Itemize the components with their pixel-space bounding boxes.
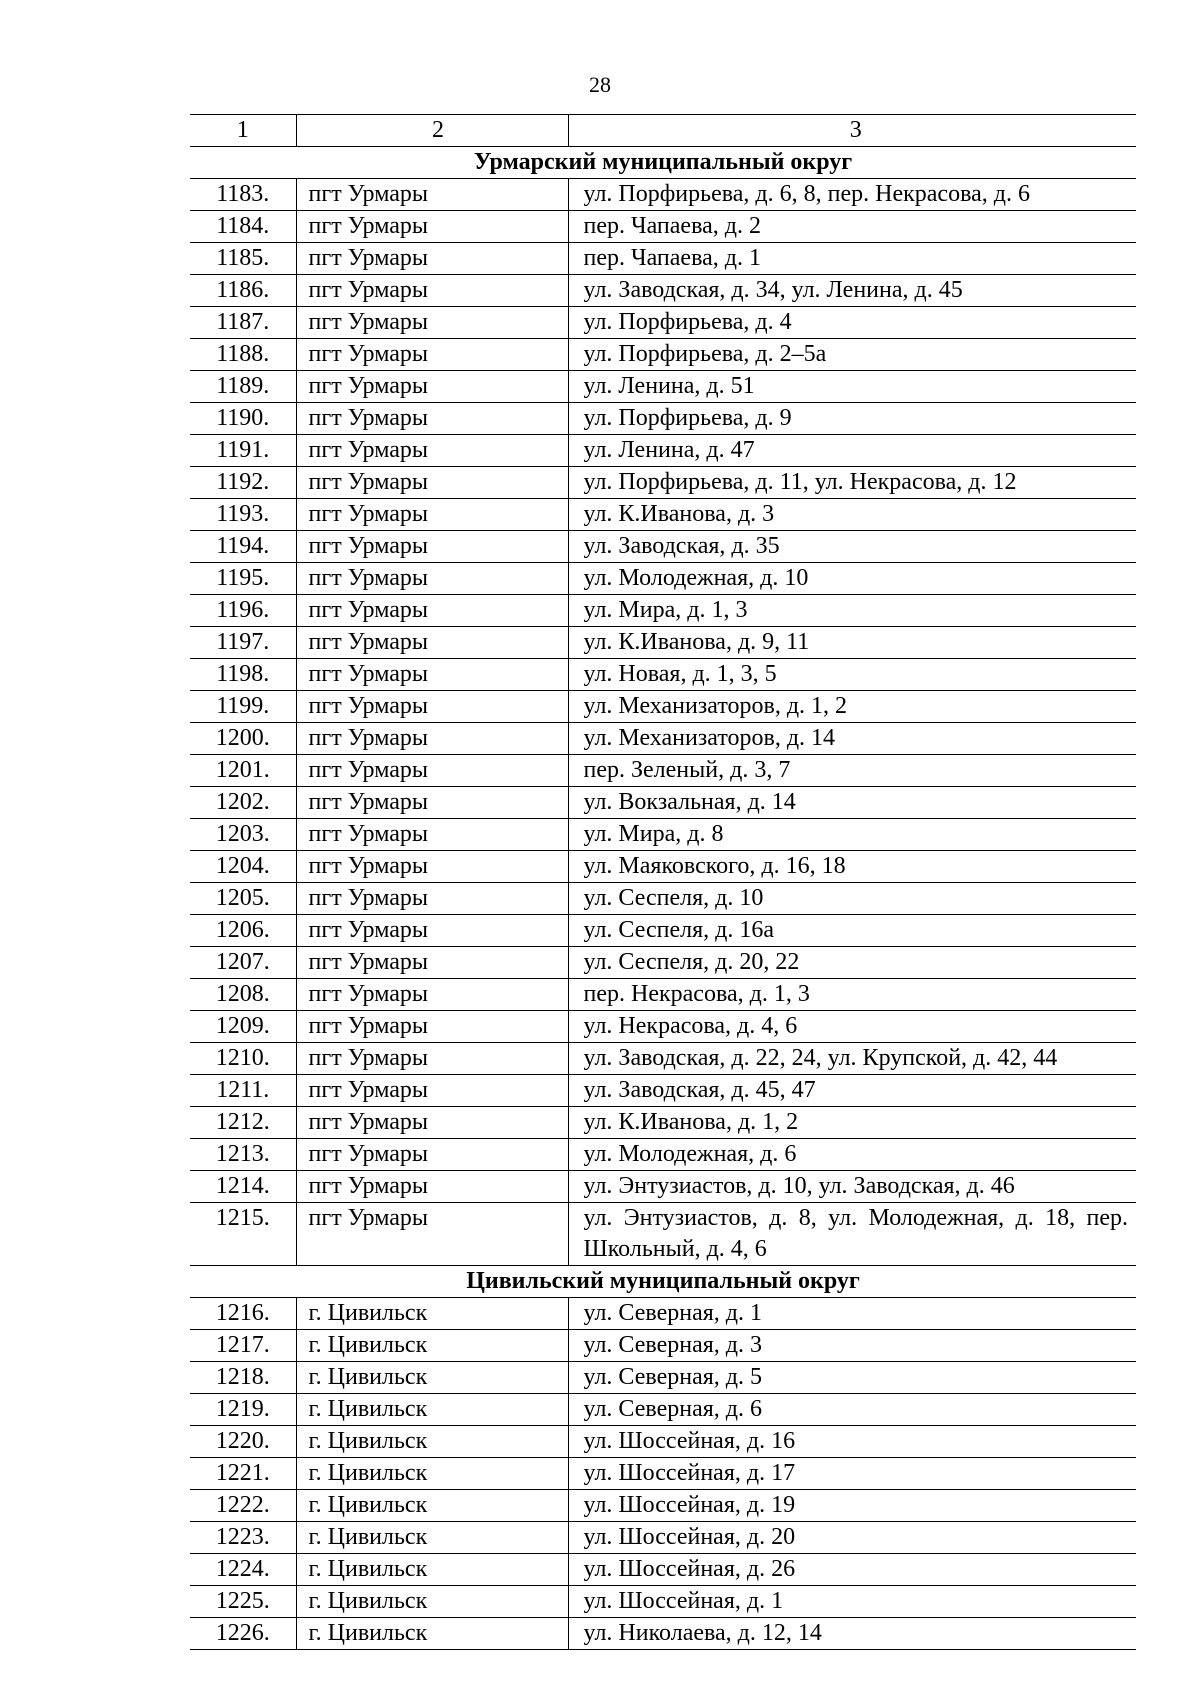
settlement-cell: пгт Урмары	[296, 435, 568, 467]
table-row	[190, 563, 1136, 595]
settlement-cell: г. Цивильск	[296, 1554, 568, 1586]
table-row	[190, 307, 1136, 339]
settlement-cell: пгт Урмары	[296, 371, 568, 403]
address-cell: ул. Северная, д. 5	[568, 1362, 1136, 1394]
table-row	[190, 1330, 1136, 1362]
table-row	[190, 819, 1136, 851]
section-heading-row	[190, 147, 1136, 179]
row-number: 1203.	[190, 819, 296, 851]
settlement-cell: пгт Урмары	[296, 499, 568, 531]
row-number: 1212.	[190, 1107, 296, 1139]
settlement-cell: г. Цивильск	[296, 1362, 568, 1394]
row-number: 1226.	[190, 1618, 296, 1650]
row-number: 1210.	[190, 1043, 296, 1075]
address-cell: ул. Северная, д. 6	[568, 1394, 1136, 1426]
settlement-cell: пгт Урмары	[296, 243, 568, 275]
table-row	[190, 1458, 1136, 1490]
address-cell: ул. Порфирьева, д. 6, 8, пер. Некрасова, д. 6	[568, 179, 1136, 211]
settlement-cell: пгт Урмары	[296, 1139, 568, 1171]
settlement-cell: пгт Урмары	[296, 979, 568, 1011]
table-row	[190, 1298, 1136, 1330]
row-number: 1190.	[190, 403, 296, 435]
settlement-cell: пгт Урмары	[296, 563, 568, 595]
header-col-1: 1	[190, 115, 296, 147]
table-row	[190, 1043, 1136, 1075]
settlement-cell: г. Цивильск	[296, 1330, 568, 1362]
address-cell: ул. Механизаторов, д. 1, 2	[568, 691, 1136, 723]
row-number: 1191.	[190, 435, 296, 467]
settlement-cell: пгт Урмары	[296, 339, 568, 371]
row-number: 1184.	[190, 211, 296, 243]
row-number: 1213.	[190, 1139, 296, 1171]
table-body	[190, 115, 1136, 1650]
settlement-cell: г. Цивильск	[296, 1426, 568, 1458]
table-row	[190, 339, 1136, 371]
table-row	[190, 179, 1136, 211]
row-number: 1221.	[190, 1458, 296, 1490]
row-number: 1201.	[190, 755, 296, 787]
settlement-cell: пгт Урмары	[296, 723, 568, 755]
address-cell: ул. Заводская, д. 45, 47	[568, 1075, 1136, 1107]
table-row	[190, 1618, 1136, 1650]
address-cell: ул. Энтузиастов, д. 8, ул. Молодежная, д. 18, пер. Школьный, д. 4, 6	[568, 1203, 1136, 1266]
settlement-cell: пгт Урмары	[296, 1043, 568, 1075]
section-title: Цивильский муниципальный округ	[190, 1266, 1136, 1298]
settlement-cell: пгт Урмары	[296, 627, 568, 659]
address-cell: ул. К.Иванова, д. 3	[568, 499, 1136, 531]
row-number: 1216.	[190, 1298, 296, 1330]
table-row	[190, 851, 1136, 883]
row-number: 1206.	[190, 915, 296, 947]
table-row	[190, 1362, 1136, 1394]
row-number: 1199.	[190, 691, 296, 723]
settlement-cell: пгт Урмары	[296, 755, 568, 787]
row-number: 1194.	[190, 531, 296, 563]
header-col-2: 2	[296, 115, 568, 147]
row-number: 1218.	[190, 1362, 296, 1394]
address-cell: пер. Чапаева, д. 1	[568, 243, 1136, 275]
table-row	[190, 1171, 1136, 1203]
row-number: 1189.	[190, 371, 296, 403]
table-row	[190, 1075, 1136, 1107]
row-number: 1204.	[190, 851, 296, 883]
settlement-cell: г. Цивильск	[296, 1522, 568, 1554]
table-row	[190, 499, 1136, 531]
table-row	[190, 243, 1136, 275]
row-number: 1200.	[190, 723, 296, 755]
address-cell: ул. Порфирьева, д. 2–5а	[568, 339, 1136, 371]
section-title: Урмарский муниципальный округ	[190, 147, 1136, 179]
address-table	[190, 114, 1136, 1650]
table-row	[190, 1139, 1136, 1171]
table-row	[190, 371, 1136, 403]
row-number: 1220.	[190, 1426, 296, 1458]
address-cell: ул. Сеспеля, д. 10	[568, 883, 1136, 915]
row-number: 1187.	[190, 307, 296, 339]
address-cell: ул. Николаева, д. 12, 14	[568, 1618, 1136, 1650]
settlement-cell: пгт Урмары	[296, 787, 568, 819]
row-number: 1224.	[190, 1554, 296, 1586]
settlement-cell: пгт Урмары	[296, 211, 568, 243]
row-number: 1207.	[190, 947, 296, 979]
settlement-cell: пгт Урмары	[296, 403, 568, 435]
page-number: 28	[589, 72, 611, 97]
row-number: 1205.	[190, 883, 296, 915]
table-row	[190, 979, 1136, 1011]
table-row	[190, 1107, 1136, 1139]
address-cell: ул. Заводская, д. 22, 24, ул. Крупской, д. 42, 44	[568, 1043, 1136, 1075]
settlement-cell: пгт Урмары	[296, 1075, 568, 1107]
row-number: 1208.	[190, 979, 296, 1011]
settlement-cell: пгт Урмары	[296, 915, 568, 947]
table-row	[190, 787, 1136, 819]
settlement-cell: г. Цивильск	[296, 1490, 568, 1522]
address-cell: пер. Некрасова, д. 1, 3	[568, 979, 1136, 1011]
settlement-cell: г. Цивильск	[296, 1394, 568, 1426]
table-row	[190, 403, 1136, 435]
address-cell: ул. Северная, д. 3	[568, 1330, 1136, 1362]
table-row	[190, 467, 1136, 499]
table-row	[190, 947, 1136, 979]
settlement-cell: пгт Урмары	[296, 819, 568, 851]
settlement-cell: пгт Урмары	[296, 531, 568, 563]
row-number: 1225.	[190, 1586, 296, 1618]
address-cell: ул. Некрасова, д. 4, 6	[568, 1011, 1136, 1043]
address-cell: ул. Порфирьева, д. 4	[568, 307, 1136, 339]
address-cell: ул. Новая, д. 1, 3, 5	[568, 659, 1136, 691]
row-number: 1215.	[190, 1203, 296, 1266]
table-row	[190, 275, 1136, 307]
settlement-cell: пгт Урмары	[296, 467, 568, 499]
table-row	[190, 723, 1136, 755]
address-cell: ул. Мира, д. 8	[568, 819, 1136, 851]
address-cell: ул. Сеспеля, д. 20, 22	[568, 947, 1136, 979]
row-number: 1198.	[190, 659, 296, 691]
address-cell: ул. Молодежная, д. 6	[568, 1139, 1136, 1171]
table-row	[190, 1586, 1136, 1618]
address-cell: пер. Зеленый, д. 3, 7	[568, 755, 1136, 787]
address-cell: ул. Порфирьева, д. 11, ул. Некрасова, д. 12	[568, 467, 1136, 499]
address-cell: ул. Шоссейная, д. 19	[568, 1490, 1136, 1522]
table-row	[190, 1394, 1136, 1426]
row-number: 1217.	[190, 1330, 296, 1362]
address-cell: ул. Ленина, д. 47	[568, 435, 1136, 467]
table-row	[190, 755, 1136, 787]
table-row	[190, 883, 1136, 915]
table-row	[190, 915, 1136, 947]
table-row	[190, 211, 1136, 243]
table-row	[190, 531, 1136, 563]
row-number: 1222.	[190, 1490, 296, 1522]
address-cell: ул. Молодежная, д. 10	[568, 563, 1136, 595]
settlement-cell: пгт Урмары	[296, 275, 568, 307]
address-cell: ул. Шоссейная, д. 16	[568, 1426, 1136, 1458]
settlement-cell: г. Цивильск	[296, 1618, 568, 1650]
settlement-cell: пгт Урмары	[296, 659, 568, 691]
row-number: 1193.	[190, 499, 296, 531]
address-cell: ул. Сеспеля, д. 16а	[568, 915, 1136, 947]
row-number: 1202.	[190, 787, 296, 819]
row-number: 1219.	[190, 1394, 296, 1426]
address-cell: ул. Шоссейная, д. 1	[568, 1586, 1136, 1618]
table-row	[190, 595, 1136, 627]
settlement-cell: пгт Урмары	[296, 179, 568, 211]
address-cell: пер. Чапаева, д. 2	[568, 211, 1136, 243]
header-col-3: 3	[568, 115, 1136, 147]
table-row	[190, 1011, 1136, 1043]
row-number: 1195.	[190, 563, 296, 595]
row-number: 1197.	[190, 627, 296, 659]
table-row	[190, 1490, 1136, 1522]
row-number: 1209.	[190, 1011, 296, 1043]
table-row	[190, 1203, 1136, 1266]
row-number: 1223.	[190, 1522, 296, 1554]
settlement-cell: г. Цивильск	[296, 1586, 568, 1618]
section-heading-row	[190, 1266, 1136, 1298]
address-cell: ул. К.Иванова, д. 9, 11	[568, 627, 1136, 659]
table-row	[190, 691, 1136, 723]
settlement-cell: г. Цивильск	[296, 1458, 568, 1490]
address-cell: ул. Порфирьева, д. 9	[568, 403, 1136, 435]
address-cell: ул. Шоссейная, д. 17	[568, 1458, 1136, 1490]
settlement-cell: пгт Урмары	[296, 691, 568, 723]
address-cell: ул. Энтузиастов, д. 10, ул. Заводская, д. 46	[568, 1171, 1136, 1203]
table-row	[190, 627, 1136, 659]
table-header-row	[190, 115, 1136, 147]
table-row	[190, 1522, 1136, 1554]
address-cell: ул. Механизаторов, д. 14	[568, 723, 1136, 755]
settlement-cell: пгт Урмары	[296, 883, 568, 915]
settlement-cell: г. Цивильск	[296, 1298, 568, 1330]
address-cell: ул. Вокзальная, д. 14	[568, 787, 1136, 819]
address-cell: ул. Ленина, д. 51	[568, 371, 1136, 403]
table-row	[190, 435, 1136, 467]
address-cell: ул. Заводская, д. 34, ул. Ленина, д. 45	[568, 275, 1136, 307]
address-cell: ул. Заводская, д. 35	[568, 531, 1136, 563]
row-number: 1196.	[190, 595, 296, 627]
row-number: 1192.	[190, 467, 296, 499]
table-row	[190, 1554, 1136, 1586]
address-cell: ул. Мира, д. 1, 3	[568, 595, 1136, 627]
settlement-cell: пгт Урмары	[296, 1171, 568, 1203]
row-number: 1188.	[190, 339, 296, 371]
table-row	[190, 659, 1136, 691]
row-number: 1183.	[190, 179, 296, 211]
address-cell: ул. Шоссейная, д. 26	[568, 1554, 1136, 1586]
row-number: 1214.	[190, 1171, 296, 1203]
address-cell: ул. К.Иванова, д. 1, 2	[568, 1107, 1136, 1139]
settlement-cell: пгт Урмары	[296, 307, 568, 339]
settlement-cell: пгт Урмары	[296, 1107, 568, 1139]
settlement-cell: пгт Урмары	[296, 851, 568, 883]
settlement-cell: пгт Урмары	[296, 947, 568, 979]
row-number: 1211.	[190, 1075, 296, 1107]
row-number: 1186.	[190, 275, 296, 307]
address-cell: ул. Шоссейная, д. 20	[568, 1522, 1136, 1554]
settlement-cell: пгт Урмары	[296, 1011, 568, 1043]
table-row	[190, 1426, 1136, 1458]
settlement-cell: пгт Урмары	[296, 1203, 568, 1266]
address-cell: ул. Маяковского, д. 16, 18	[568, 851, 1136, 883]
address-cell: ул. Северная, д. 1	[568, 1298, 1136, 1330]
settlement-cell: пгт Урмары	[296, 595, 568, 627]
row-number: 1185.	[190, 243, 296, 275]
